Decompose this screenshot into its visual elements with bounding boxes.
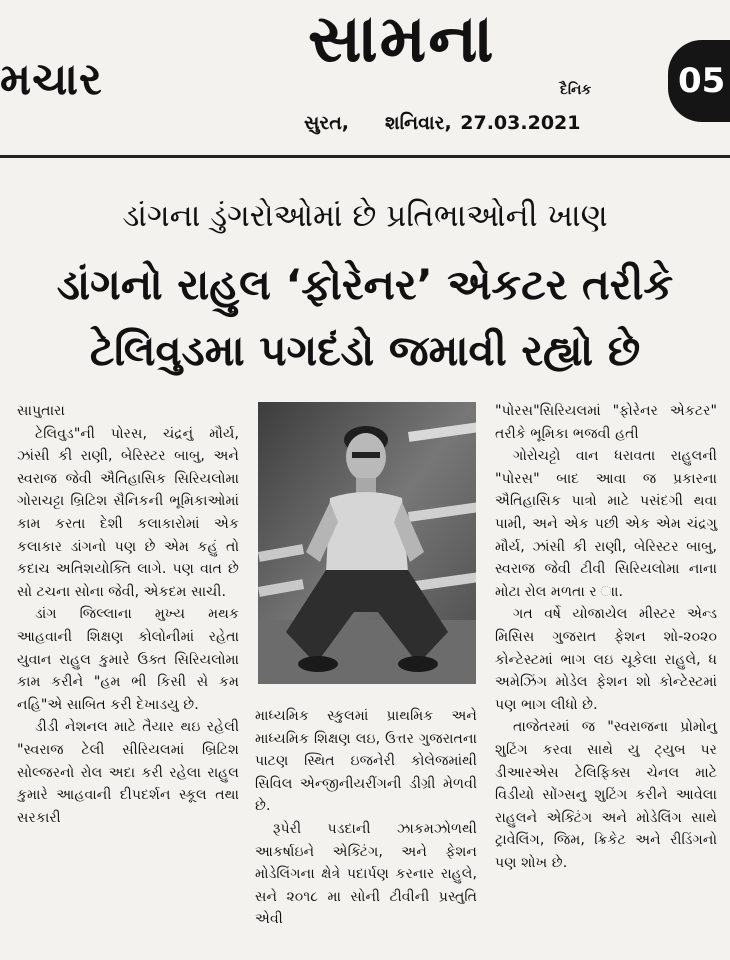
article-headline-line-1: ડાંગનો રાહુલ ‘ફોરેનર’ એકટર તરીકે xyxy=(56,260,674,309)
article-column-2 xyxy=(255,705,477,931)
article-kicker: ડાંગના ડુંગરોઓમાં છે પ્રતિભાઓની ખાણ xyxy=(122,198,608,234)
article-paragraph: "પોરસ"સિરિયલમાં "ફોરેનર એકટર" તરીકે ભૂમિકા ભજવી હતી xyxy=(495,403,717,442)
article-dateline-place: સાપુતારા xyxy=(17,403,65,419)
page-number-badge: 05 xyxy=(668,40,730,122)
article-paragraph: ગોરોચટ્ટો વાન ધરાવતા રાહુલની "પોરસ" બાદ આવા જ પ્રકારના ઐતિહાસિક પાત્રો માટે પસંદગી થવા પામી, અને એક પછી એક એમ ચંદ્રગુ મૌર્ય, ઝાંસી કી રાણી, બેરિસ્ટર બાબુ, સ્વરાજ જેવી ટીવી સિરિયલોમા નાના મોટા રોલ મળતા ર ાા. xyxy=(495,448,717,600)
article-paragraph: તાજેતરમાં જ "સ્વરાજના પ્રોમોનુ શુટિંગ કરવા સાથે યુ ટ્યુબ પર ડીઆરએસ ટેલિફિક્સ ચેનલ માટે વિડીયો સોંગ્સનુ શુટિંગ કરીને આવેલા રાહુલને એક્ટિંગ અને મોડેલિંગ સાથે ટ્રાવેલિંગ, જિમ, ક્રિકેટ અને રીડિંગનો પણ શોખ છે. xyxy=(495,719,717,871)
article-paragraph: ડીડી નેશનલ માટે તૈયાર થઇ રહેલી "સ્વરાજ ટેલી સીરિયલમાં બ્રિટિશ સોલ્જરનો રોલ અદા કરી રહેલા રાહુલ કુમારે આહવાની દીપદર્શન સ્કૂલ તથા સરકારી xyxy=(17,719,239,826)
newspaper-logo: સામના xyxy=(308,0,496,77)
article-paragraph: ડાંગ જિલ્લાના મુખ્ય મથક આહવાની શિક્ષણ કોલોનીમાં રહેતા યુવાન રાહુલ કુમારે ઉક્ત સિરિયલોમા કામ કરીને "હમ ભી કિસી સે કમ નહિ"એ સાબિત કરી દેખાડયુ છે. xyxy=(17,606,239,713)
article-paragraph: રૂપેરી પડદાની ઝાકમઝોળથી આકર્ષાઇને એક્ટિંગ, અને ફેશન મોડેલિંગના ક્ષેત્રે પદાર્પણ કરનાર રાહુલે, સને ૨૦૧૮ મા સોની ટીવીની પ્રસ્તુતિ એવી xyxy=(255,820,477,928)
person-portrait-image xyxy=(258,402,476,684)
article-photo xyxy=(258,402,476,684)
article-paragraph: ગત વર્ષે યોજાયેલ મીસ્ટર એન્ડ મિસિસ ગુજરાત ફેશન શો-૨૦૨૦ કોન્ટેસ્ટમાં ભાગ લઇ ચૂકેલા રાહુલે, ધ અમેઝિંગ મોડેલ ફેશન શો કોન્ટેસ્ટમાં પણ ભાગ લીધો છે. xyxy=(495,606,717,713)
masthead-divider xyxy=(0,155,730,158)
article-paragraph: માધ્યમિક સ્કુલમાં પ્રાથમિક અને માધ્યમિક શિક્ષણ લઇ, ઉત્તર ગુજરાતના પાટણ સ્થિત ઇજનેરી કોલેજમાંથી સિવિલ એન્જીનીયરીંગની ડીગ્રી મેળવી છે. xyxy=(255,708,477,815)
dateline-date: શનિવાર, 27.03.2021 xyxy=(385,112,581,134)
section-name: મચાર xyxy=(0,54,103,105)
article-paragraph: ટેલિવુડ"ની પોરસ, ચંદ્રનું મૌર્ય, ઝાંસી કી રાણી, બેરિસ્ટર બાબુ, અને સ્વરાજ જેવી ઐતિહાસિક સિરિયલોમા ગોરાચટ્ટા બ્રિટિશ સૈનિકની ભૂમિકાઓમાં કામ કરતા દેશી કલાકારોમાં એક કલાકાર ડાંગનો પણ છે એમ કહું તો કદાચ અતિશયોક્તિ લાગે. પણ વાત છે સો ટચના સોના જેવી, એકદમ સાચી. xyxy=(17,425,239,600)
dateline-city: સુરત, xyxy=(304,112,350,134)
article-column-3 xyxy=(495,400,717,874)
article-column-1 xyxy=(17,400,239,829)
article-headline-line-2: ટેલિવુડમા પગદંડો જમાવી રહ્યો છે xyxy=(89,326,641,375)
newspaper-tagline: દૈનિક xyxy=(560,82,592,98)
dateline xyxy=(304,112,580,134)
